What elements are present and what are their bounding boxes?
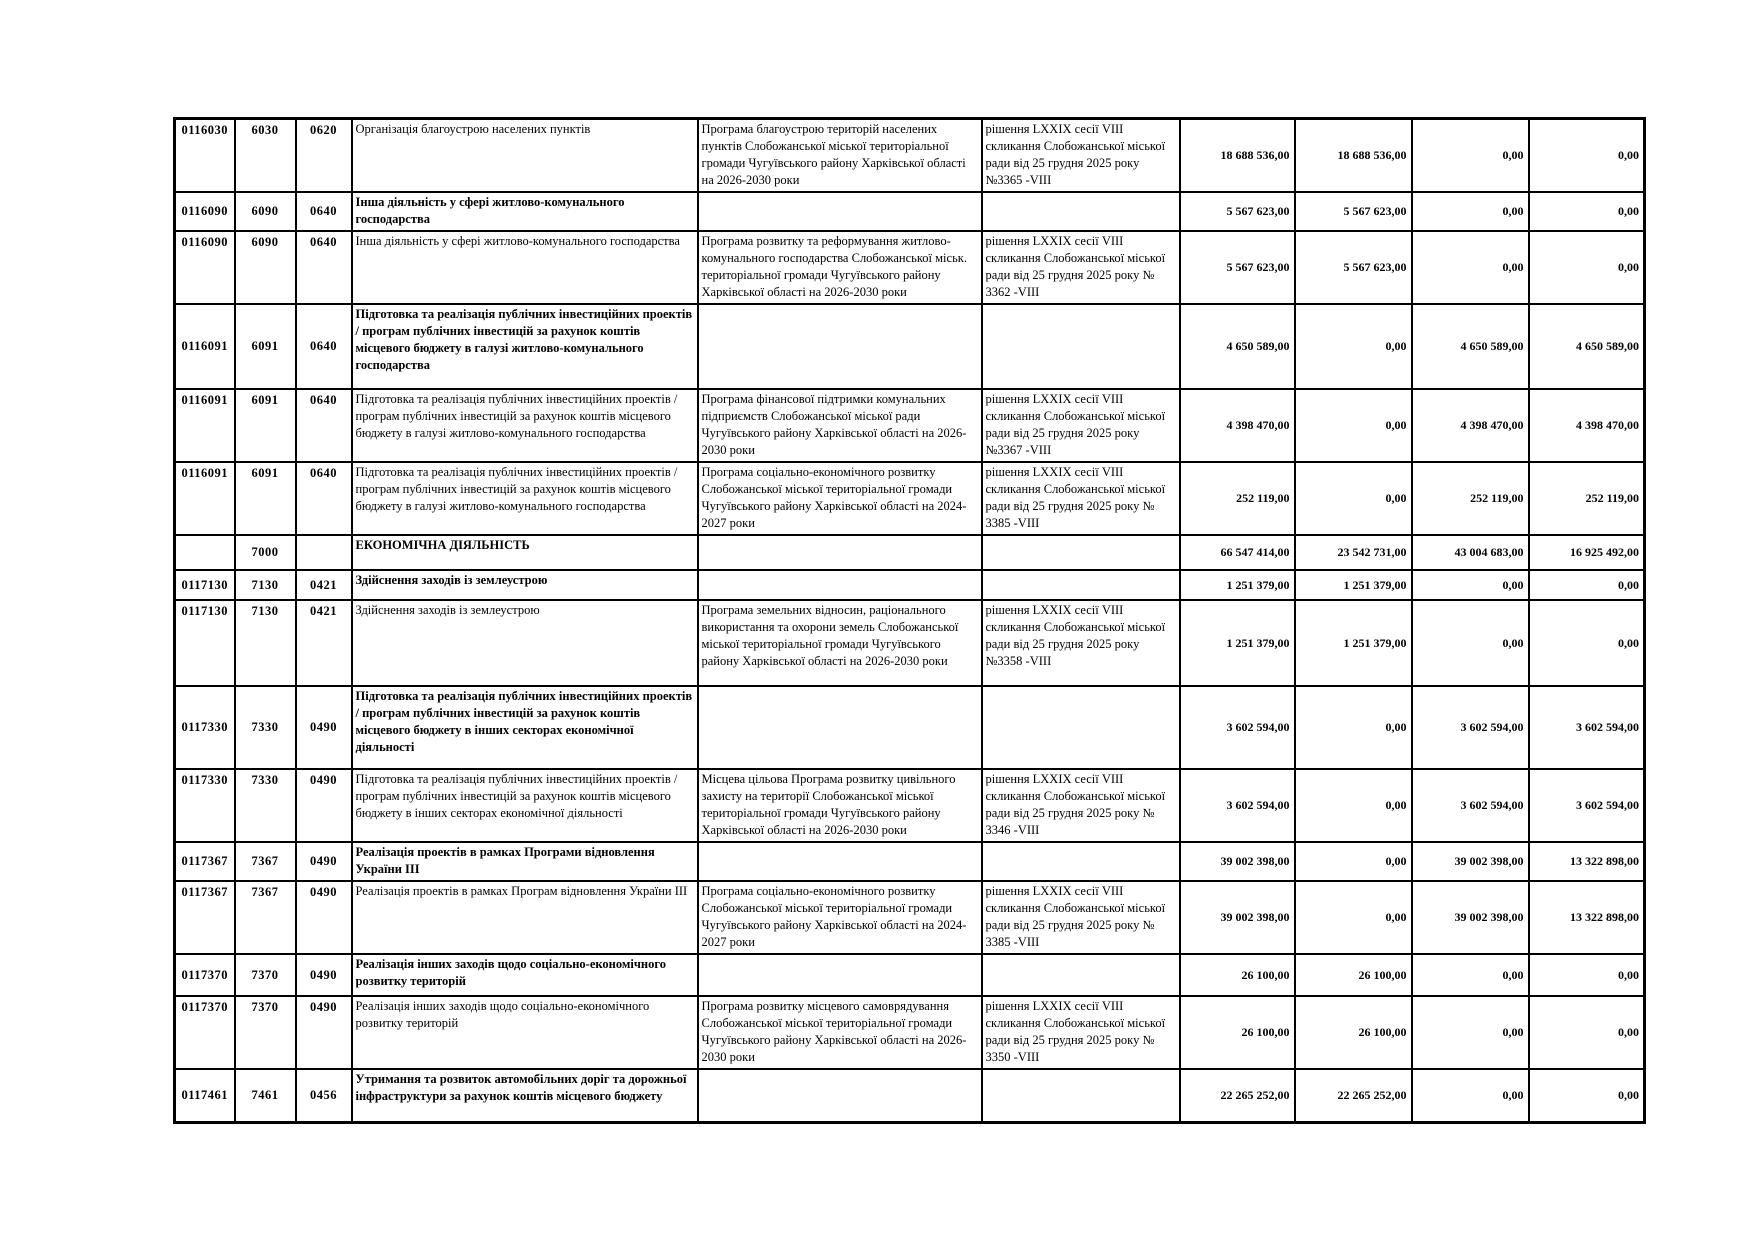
amount-cell-general: 0,00 — [1295, 881, 1412, 954]
tpkvk-code-cell: 7330 — [235, 769, 296, 842]
program-name-cell: Програма благоустрою територій населених пунктів Слобожанської міської територіальної громади Чугуївського району Харківської області на 2026-2030 роки — [698, 119, 982, 193]
amount-cell-devbudget: 0,00 — [1529, 996, 1645, 1069]
activity-name-cell: Здійснення заходів із землеустрою — [352, 570, 698, 600]
table-row — [175, 535, 1645, 570]
amount-cell-devbudget: 0,00 — [1529, 600, 1645, 686]
decision-ref-cell: рішення LXXIX сесії VIII скликання Слобожанської міської ради від 25 грудня 2025 року №3365 -VIII — [982, 119, 1180, 193]
amount-cell-special: 0,00 — [1412, 119, 1529, 193]
activity-name-cell: Здійснення заходів із землеустрою — [352, 600, 698, 686]
activity-name-cell: Підготовка та реалізація публічних інвестиційних проектів / програм публічних інвестицій за рахунок коштів місцевого бюджету в галузі житлово-комунального господарства — [352, 389, 698, 462]
amount-cell-devbudget: 4 398 470,00 — [1529, 389, 1645, 462]
program-name-cell — [698, 1069, 982, 1122]
amount-cell-general: 0,00 — [1295, 304, 1412, 389]
tpkvk-code-cell: 6030 — [235, 119, 296, 193]
kfkvk-code-cell: 0490 — [296, 996, 352, 1069]
program-name-cell — [698, 535, 982, 570]
amount-cell-general: 0,00 — [1295, 389, 1412, 462]
program-code-cell: 0117130 — [175, 600, 235, 686]
table-row — [175, 881, 1645, 954]
amount-cell-total: 22 265 252,00 — [1180, 1069, 1295, 1122]
amount-cell-special: 0,00 — [1412, 954, 1529, 996]
program-code-cell: 0117367 — [175, 881, 235, 954]
amount-cell-special: 0,00 — [1412, 192, 1529, 231]
amount-cell-devbudget: 0,00 — [1529, 954, 1645, 996]
amount-cell-special: 0,00 — [1412, 231, 1529, 304]
amount-cell-total: 5 567 623,00 — [1180, 231, 1295, 304]
amount-cell-special: 39 002 398,00 — [1412, 881, 1529, 954]
tpkvk-code-cell: 6091 — [235, 462, 296, 535]
table-row — [175, 686, 1645, 769]
kfkvk-code-cell: 0490 — [296, 686, 352, 769]
tpkvk-code-cell: 7370 — [235, 954, 296, 996]
amount-cell-special: 3 602 594,00 — [1412, 769, 1529, 842]
amount-cell-total: 39 002 398,00 — [1180, 842, 1295, 881]
amount-cell-devbudget: 0,00 — [1529, 1069, 1645, 1122]
program-name-cell: Програма розвитку місцевого самоврядування Слобожанської міської територіальної громади Чугуївського району Харківської області на 2026-2030 роки — [698, 996, 982, 1069]
program-name-cell — [698, 842, 982, 881]
decision-ref-cell: рішення LXXIX сесії VIII скликання Слобожанської міської ради від 25 грудня 2025 року № 3346 -VIII — [982, 769, 1180, 842]
tpkvk-code-cell: 7461 — [235, 1069, 296, 1122]
tpkvk-code-cell: 7000 — [235, 535, 296, 570]
decision-ref-cell — [982, 1069, 1180, 1122]
kfkvk-code-cell: 0421 — [296, 600, 352, 686]
program-code-cell — [175, 535, 235, 570]
amount-cell-devbudget: 0,00 — [1529, 231, 1645, 304]
decision-ref-cell: рішення LXXIX сесії VIII скликання Слобожанської міської ради від 25 грудня 2025 року № 3385 -VIII — [982, 881, 1180, 954]
program-code-cell: 0117370 — [175, 954, 235, 996]
amount-cell-total: 26 100,00 — [1180, 954, 1295, 996]
tpkvk-code-cell: 6090 — [235, 192, 296, 231]
kfkvk-code-cell: 0490 — [296, 954, 352, 996]
program-code-cell: 0117370 — [175, 996, 235, 1069]
amount-cell-general: 1 251 379,00 — [1295, 570, 1412, 600]
amount-cell-total: 3 602 594,00 — [1180, 769, 1295, 842]
amount-cell-devbudget: 4 650 589,00 — [1529, 304, 1645, 389]
kfkvk-code-cell — [296, 535, 352, 570]
program-code-cell: 0116090 — [175, 192, 235, 231]
kfkvk-code-cell: 0640 — [296, 304, 352, 389]
decision-ref-cell — [982, 535, 1180, 570]
activity-name-cell: Реалізація проектів в рамках Програм відновлення України ІІІ — [352, 881, 698, 954]
kfkvk-code-cell: 0421 — [296, 570, 352, 600]
program-name-cell: Місцева цільова Програма розвитку цивільного захисту на території Слобожанської міської територіальної громади Чугуївського району Харківської області на 2026-2030 роки — [698, 769, 982, 842]
amount-cell-special: 43 004 683,00 — [1412, 535, 1529, 570]
amount-cell-special: 0,00 — [1412, 570, 1529, 600]
amount-cell-devbudget: 16 925 492,00 — [1529, 535, 1645, 570]
program-name-cell: Програма розвитку та реформування житлово-комунального господарства Слобожанської міськ. територіальної громади Чугуївського району Харківської області на 2026-2030 роки — [698, 231, 982, 304]
program-code-cell: 0116091 — [175, 389, 235, 462]
program-name-cell: Програма соціально-економічного розвитку Слобожанської міської територіальної громади Чугуївського району Харківської області на 2024-2027 роки — [698, 462, 982, 535]
program-name-cell — [698, 304, 982, 389]
activity-name-cell: Реалізація інших заходів щодо соціально-економічного розвитку територій — [352, 996, 698, 1069]
amount-cell-total: 1 251 379,00 — [1180, 600, 1295, 686]
amount-cell-total: 4 398 470,00 — [1180, 389, 1295, 462]
program-code-cell: 0117367 — [175, 842, 235, 881]
table-row — [175, 119, 1645, 193]
table-row — [175, 600, 1645, 686]
table-row — [175, 996, 1645, 1069]
amount-cell-devbudget: 13 322 898,00 — [1529, 842, 1645, 881]
amount-cell-devbudget: 3 602 594,00 — [1529, 686, 1645, 769]
kfkvk-code-cell: 0640 — [296, 192, 352, 231]
amount-cell-general: 0,00 — [1295, 686, 1412, 769]
amount-cell-general: 22 265 252,00 — [1295, 1069, 1412, 1122]
amount-cell-total: 26 100,00 — [1180, 996, 1295, 1069]
kfkvk-code-cell: 0456 — [296, 1069, 352, 1122]
decision-ref-cell — [982, 304, 1180, 389]
program-name-cell — [698, 954, 982, 996]
amount-cell-special: 4 650 589,00 — [1412, 304, 1529, 389]
decision-ref-cell — [982, 954, 1180, 996]
activity-name-cell: Реалізація інших заходів щодо соціально-економічного розвитку територій — [352, 954, 698, 996]
tpkvk-code-cell: 6090 — [235, 231, 296, 304]
decision-ref-cell: рішення LXXIX сесії VIII скликання Слобожанської міської ради від 25 грудня 2025 року № 3350 -VIII — [982, 996, 1180, 1069]
decision-ref-cell — [982, 192, 1180, 231]
activity-name-cell: Підготовка та реалізація публічних інвестиційних проектів / програм публічних інвестицій за рахунок коштів місцевого бюджету в галузі житлово-комунального господарства — [352, 462, 698, 535]
budget-table — [173, 117, 1646, 1124]
table-row — [175, 389, 1645, 462]
program-code-cell: 0117130 — [175, 570, 235, 600]
activity-name-cell: Підготовка та реалізація публічних інвестиційних проектів / програм публічних інвестицій за рахунок коштів місцевого бюджету в інших секторах економічної діяльності — [352, 686, 698, 769]
program-name-cell — [698, 192, 982, 231]
table-row — [175, 570, 1645, 600]
amount-cell-general: 1 251 379,00 — [1295, 600, 1412, 686]
amount-cell-devbudget: 13 322 898,00 — [1529, 881, 1645, 954]
table-row — [175, 462, 1645, 535]
amount-cell-general: 26 100,00 — [1295, 954, 1412, 996]
budget-table-body — [175, 119, 1645, 1123]
amount-cell-total: 39 002 398,00 — [1180, 881, 1295, 954]
kfkvk-code-cell: 0490 — [296, 881, 352, 954]
amount-cell-general: 0,00 — [1295, 769, 1412, 842]
program-name-cell — [698, 570, 982, 600]
kfkvk-code-cell: 0640 — [296, 389, 352, 462]
decision-ref-cell — [982, 686, 1180, 769]
amount-cell-special: 252 119,00 — [1412, 462, 1529, 535]
activity-name-cell: Інша діяльність у сфері житлово-комунального господарства — [352, 192, 698, 231]
table-row — [175, 769, 1645, 842]
amount-cell-devbudget: 0,00 — [1529, 192, 1645, 231]
activity-name-cell: Організація благоустрою населених пунктів — [352, 119, 698, 193]
amount-cell-devbudget: 0,00 — [1529, 119, 1645, 193]
tpkvk-code-cell: 7330 — [235, 686, 296, 769]
amount-cell-general: 5 567 623,00 — [1295, 192, 1412, 231]
table-row — [175, 304, 1645, 389]
amount-cell-general: 0,00 — [1295, 462, 1412, 535]
program-code-cell: 0117330 — [175, 686, 235, 769]
amount-cell-special: 0,00 — [1412, 600, 1529, 686]
decision-ref-cell: рішення LXXIX сесії VIII скликання Слобожанської міської ради від 25 грудня 2025 року № 3362 -VIII — [982, 231, 1180, 304]
amount-cell-general: 18 688 536,00 — [1295, 119, 1412, 193]
tpkvk-code-cell: 7130 — [235, 600, 296, 686]
amount-cell-total: 4 650 589,00 — [1180, 304, 1295, 389]
program-name-cell — [698, 686, 982, 769]
program-code-cell: 0117330 — [175, 769, 235, 842]
tpkvk-code-cell: 6091 — [235, 304, 296, 389]
tpkvk-code-cell: 7130 — [235, 570, 296, 600]
program-name-cell: Програма фінансової підтримки комунальних підприємств Слобожанської міської ради Чугуївського району Харківської області на 2026-2030 роки — [698, 389, 982, 462]
decision-ref-cell — [982, 570, 1180, 600]
activity-name-cell: Інша діяльність у сфері житлово-комунального господарства — [352, 231, 698, 304]
tpkvk-code-cell: 7367 — [235, 881, 296, 954]
decision-ref-cell: рішення LXXIX сесії VIII скликання Слобожанської міської ради від 25 грудня 2025 року № 3385 -VIII — [982, 462, 1180, 535]
amount-cell-special: 4 398 470,00 — [1412, 389, 1529, 462]
amount-cell-devbudget: 3 602 594,00 — [1529, 769, 1645, 842]
amount-cell-devbudget: 252 119,00 — [1529, 462, 1645, 535]
activity-name-cell: Підготовка та реалізація публічних інвестиційних проектів / програм публічних інвестицій за рахунок коштів місцевого бюджету в галузі житлово-комунального господарства — [352, 304, 698, 389]
kfkvk-code-cell: 0640 — [296, 462, 352, 535]
amount-cell-total: 252 119,00 — [1180, 462, 1295, 535]
amount-cell-general: 23 542 731,00 — [1295, 535, 1412, 570]
program-code-cell: 0116091 — [175, 462, 235, 535]
kfkvk-code-cell: 0620 — [296, 119, 352, 193]
table-row — [175, 1069, 1645, 1122]
amount-cell-special: 3 602 594,00 — [1412, 686, 1529, 769]
activity-name-cell: Утримання та розвиток автомобільних доріг та дорожньої інфраструктури за рахунок коштів місцевого бюджету — [352, 1069, 698, 1122]
program-name-cell: Програма соціально-економічного розвитку Слобожанської міської територіальної громади Чугуївського району Харківської області на 2024-2027 роки — [698, 881, 982, 954]
kfkvk-code-cell: 0490 — [296, 842, 352, 881]
activity-name-cell: Реалізація проектів в рамках Програми відновлення України ІІІ — [352, 842, 698, 881]
program-code-cell: 0117461 — [175, 1069, 235, 1122]
kfkvk-code-cell: 0490 — [296, 769, 352, 842]
amount-cell-general: 5 567 623,00 — [1295, 231, 1412, 304]
amount-cell-total: 1 251 379,00 — [1180, 570, 1295, 600]
decision-ref-cell: рішення LXXIX сесії VIII скликання Слобожанської міської ради від 25 грудня 2025 року №3358 -VIII — [982, 600, 1180, 686]
amount-cell-total: 3 602 594,00 — [1180, 686, 1295, 769]
tpkvk-code-cell: 6091 — [235, 389, 296, 462]
program-code-cell: 0116091 — [175, 304, 235, 389]
table-row — [175, 231, 1645, 304]
table-row — [175, 954, 1645, 996]
amount-cell-total: 66 547 414,00 — [1180, 535, 1295, 570]
decision-ref-cell: рішення LXXIX сесії VIII скликання Слобожанської міської ради від 25 грудня 2025 року №3367 -VIII — [982, 389, 1180, 462]
program-code-cell: 0116030 — [175, 119, 235, 193]
decision-ref-cell — [982, 842, 1180, 881]
tpkvk-code-cell: 7367 — [235, 842, 296, 881]
table-row — [175, 192, 1645, 231]
table-row — [175, 842, 1645, 881]
activity-name-cell: ЕКОНОМІЧНА ДІЯЛЬНІСТЬ — [352, 535, 698, 570]
amount-cell-devbudget: 0,00 — [1529, 570, 1645, 600]
program-code-cell: 0116090 — [175, 231, 235, 304]
program-name-cell: Програма земельних відносин, раціонального використання та охорони земель Слобожанської міської територіальної громади Чугуївського району Харківської області на 2026-2030 роки — [698, 600, 982, 686]
tpkvk-code-cell: 7370 — [235, 996, 296, 1069]
amount-cell-general: 0,00 — [1295, 842, 1412, 881]
kfkvk-code-cell: 0640 — [296, 231, 352, 304]
amount-cell-general: 26 100,00 — [1295, 996, 1412, 1069]
amount-cell-special: 0,00 — [1412, 1069, 1529, 1122]
amount-cell-special: 0,00 — [1412, 996, 1529, 1069]
amount-cell-special: 39 002 398,00 — [1412, 842, 1529, 881]
activity-name-cell: Підготовка та реалізація публічних інвестиційних проектів / програм публічних інвестицій за рахунок коштів місцевого бюджету в інших секторах економічної діяльності — [352, 769, 698, 842]
amount-cell-total: 5 567 623,00 — [1180, 192, 1295, 231]
amount-cell-total: 18 688 536,00 — [1180, 119, 1295, 193]
